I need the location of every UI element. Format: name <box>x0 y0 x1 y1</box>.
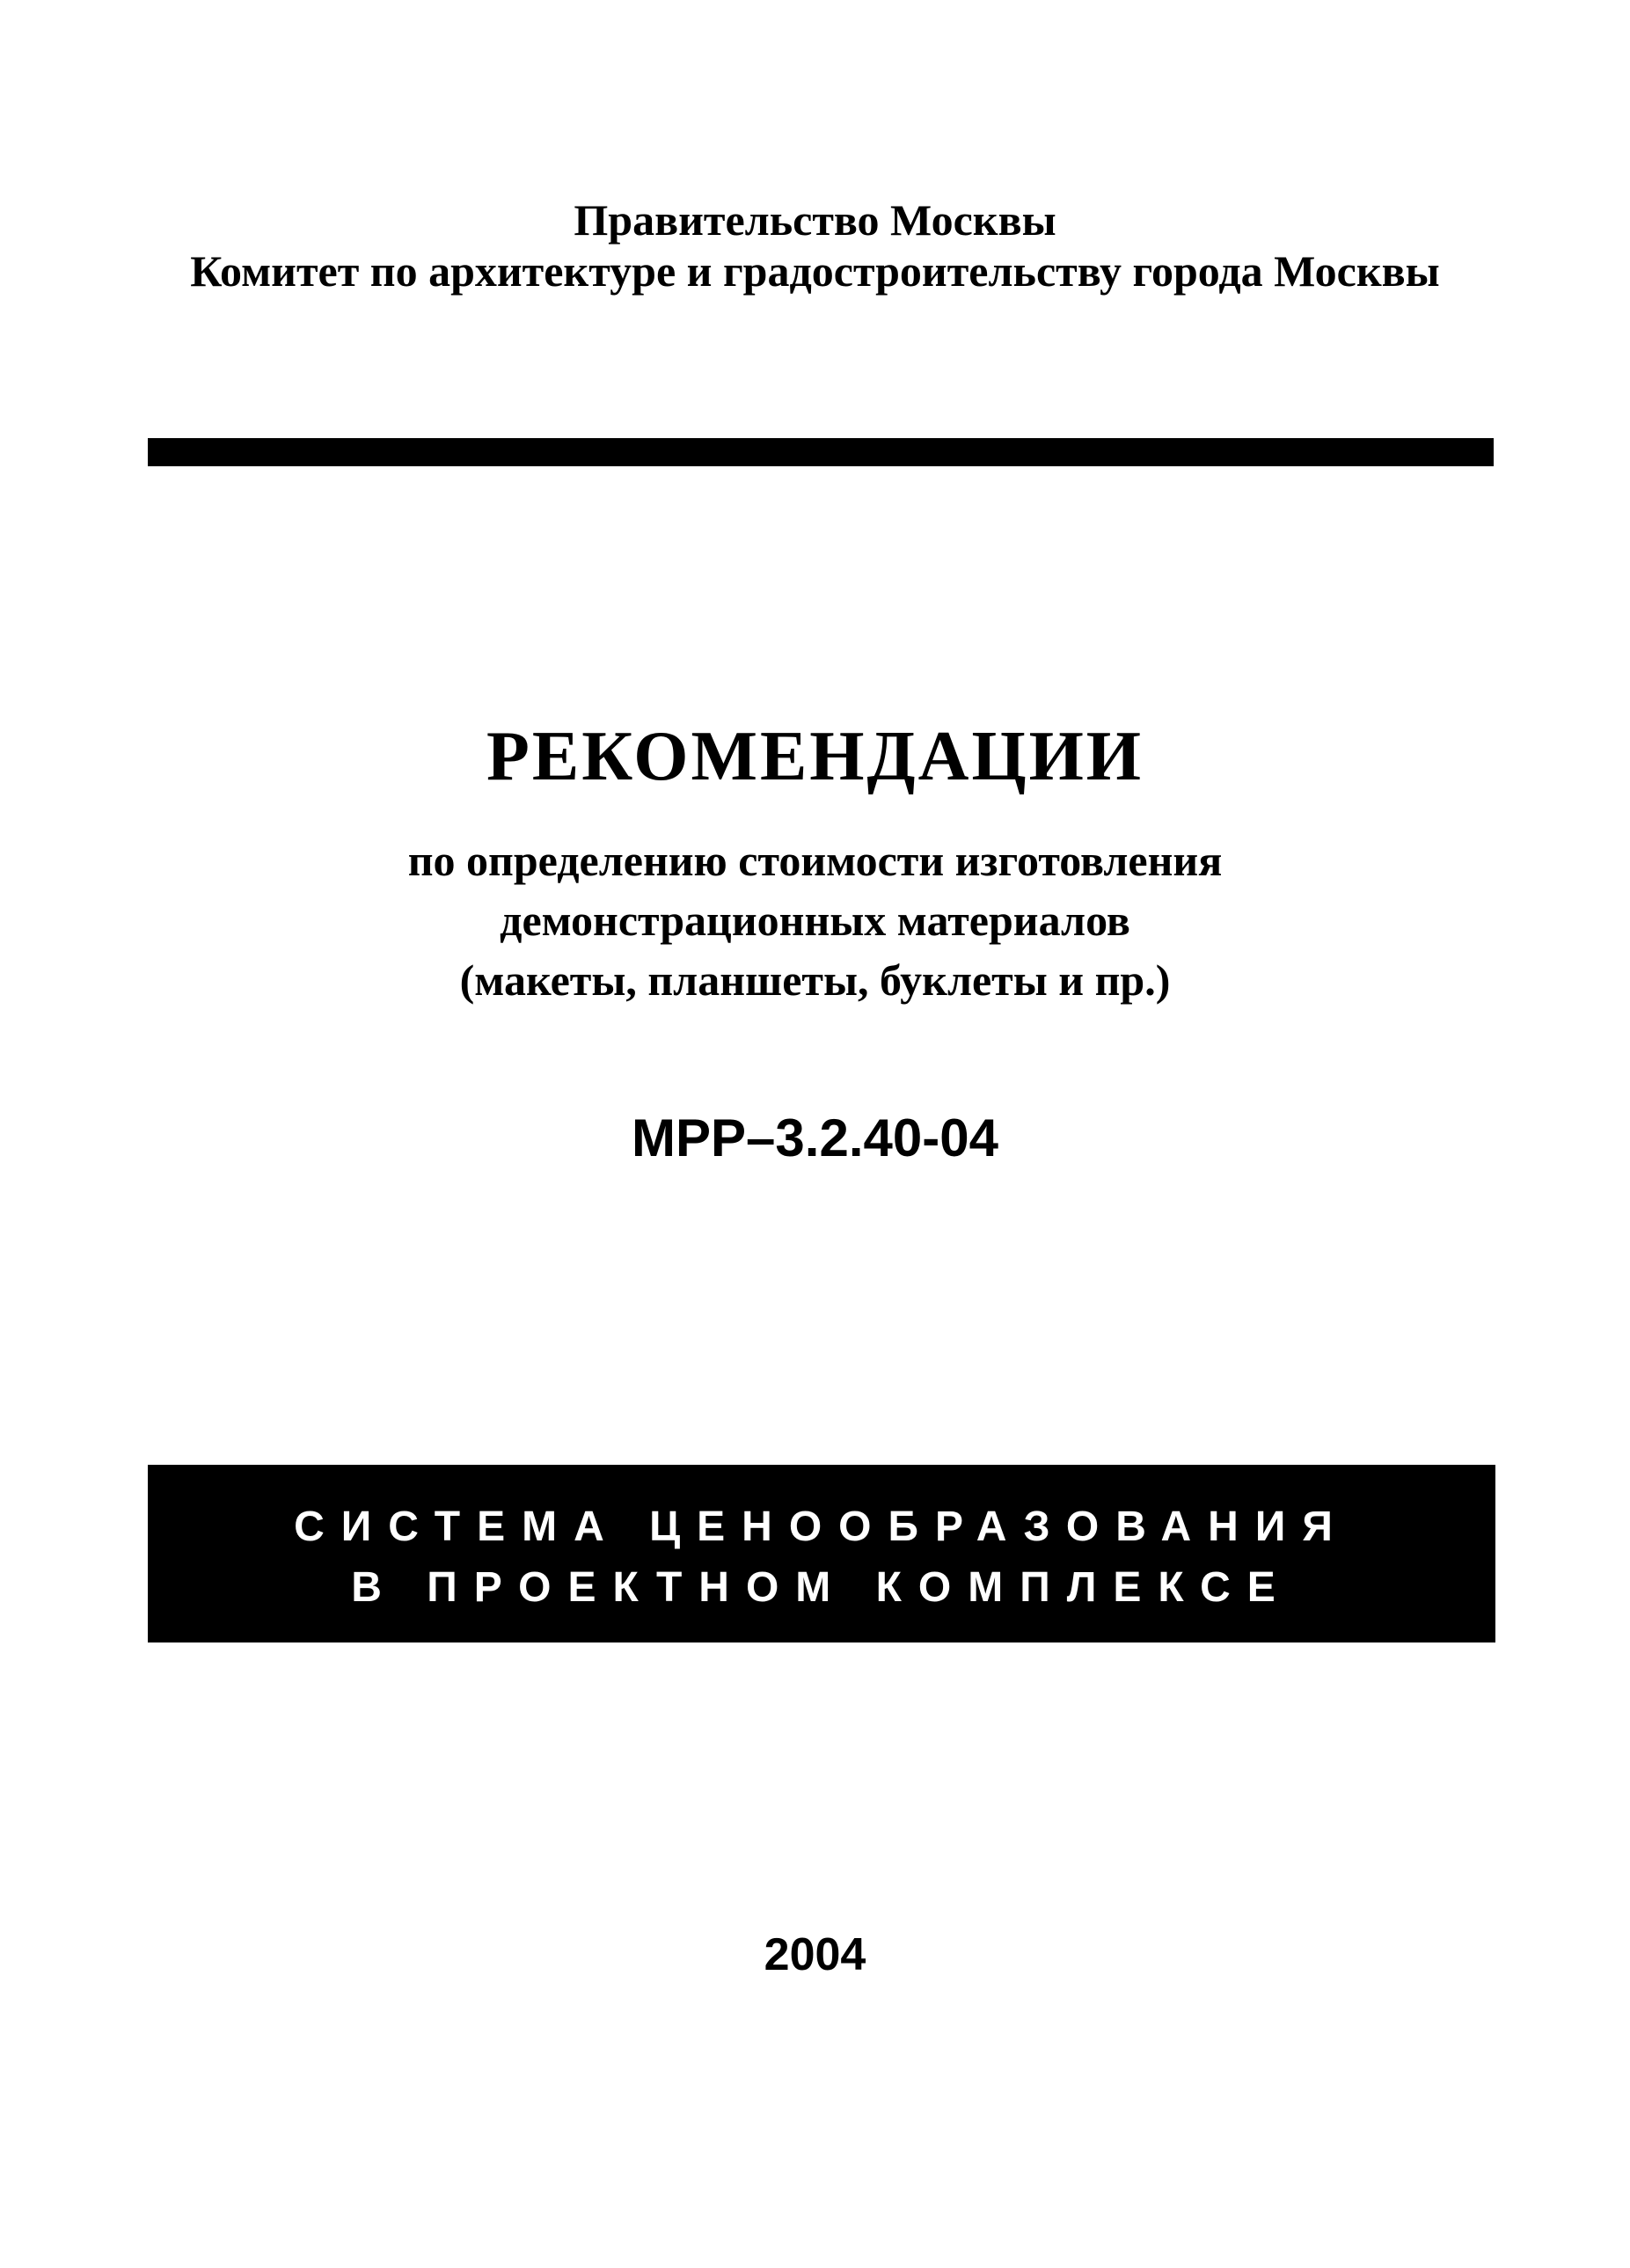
government-name: Правительство Москвы <box>574 195 1056 245</box>
publication-year: 2004 <box>764 1929 866 1980</box>
series-banner-line-1: СИСТЕМА ЦЕНООБРАЗОВАНИЯ <box>294 1503 1349 1550</box>
committee-name: Комитет по архитектуре и градостроительству города Москвы <box>190 246 1440 296</box>
series-banner-line-2: В ПРОЕКТНОМ КОМПЛЕКСЕ <box>351 1564 1292 1611</box>
document-subtitle-line-1: по определению стоимости изготовления <box>407 836 1223 885</box>
document-code: МРР–3.2.40-04 <box>632 1108 998 1167</box>
series-banner <box>148 1465 1495 1642</box>
top-divider-bar <box>148 438 1494 466</box>
document-subtitle-line-3: (макеты, планшеты, буклеты и пр.) <box>459 955 1171 1005</box>
document-title: РЕКОМЕНДАЦИИ <box>486 718 1144 795</box>
document-subtitle-line-2: демонстрационных материалов <box>500 896 1130 945</box>
